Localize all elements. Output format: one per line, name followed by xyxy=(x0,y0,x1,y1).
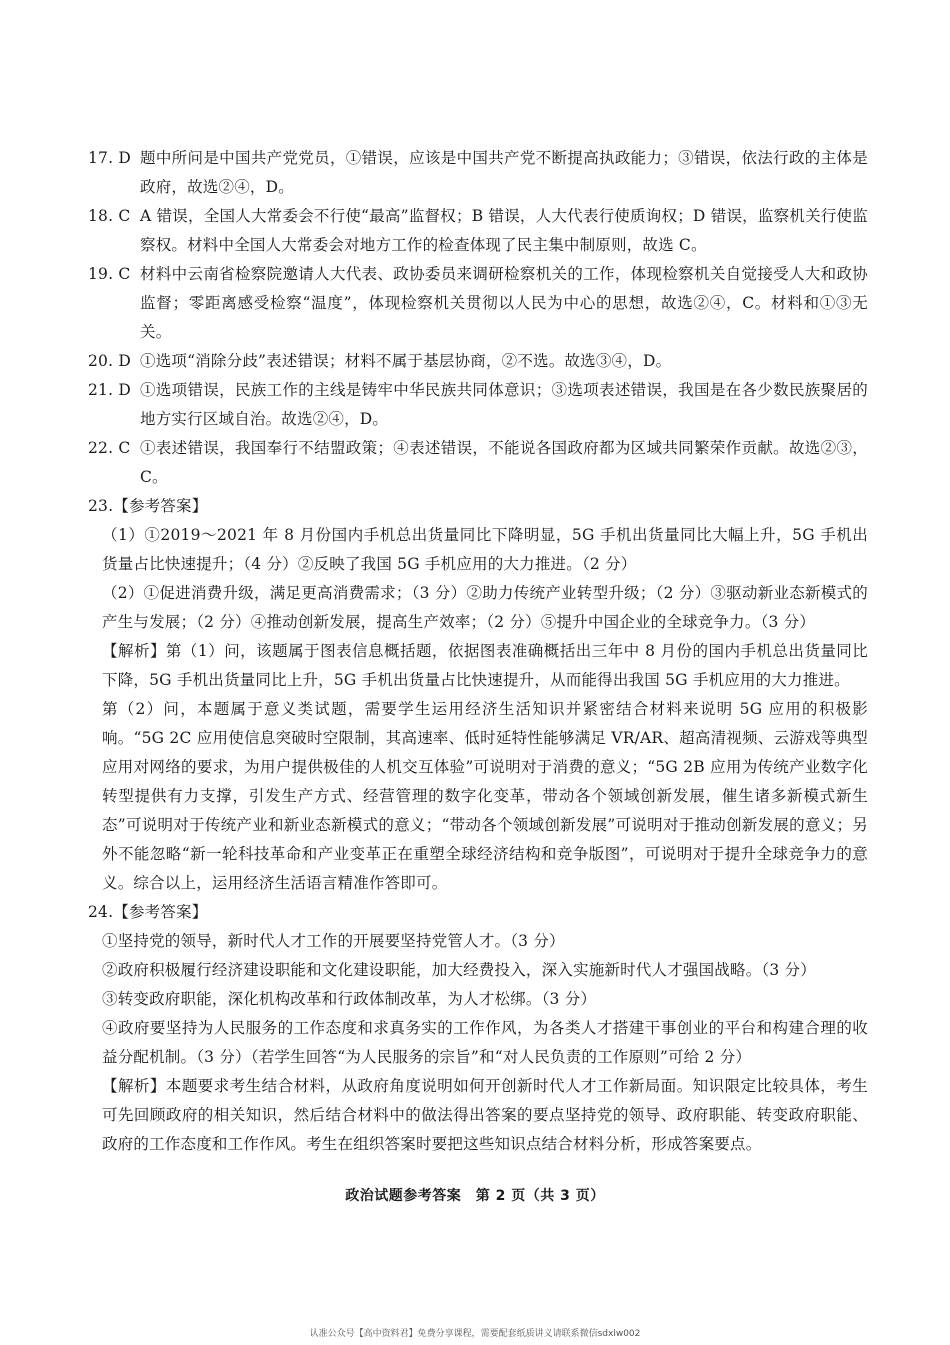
q23-answer-1: （1）①2019～2021 年 8 月份国内手机总出货量同比下降明显，5G 手机出货量同比大幅上升，5G 手机出货量占比快速提升；（4 分）②反映了我国 5G 手机应用的大力推进。（2 分） xyxy=(102,526,868,573)
q24-analysis: 【解析】本题要求考生结合材料，从政府角度说明如何开创新时代人才工作新局面。知识限定比较具体，考生可先回顾政府的相关知识，然后结合材料中的做法得出答案的要点坚持党的领导、政府职能、转变政府职能、政府的工作态度和工作作风。考生在组织答案时要把这些知识点结合材料分析，形成答案要点。 xyxy=(102,1077,868,1153)
q24-answer-1: ①坚持党的领导，新时代人才工作的开展要坚持党管人才。（3 分） xyxy=(102,932,565,950)
question-number: 18. C xyxy=(88,207,131,225)
answer-item-22 xyxy=(88,434,868,492)
question-number: 20. D xyxy=(88,352,132,370)
q23-title: 23.【参考答案】 xyxy=(88,497,208,515)
answer-explanation: 题中所问是中国共产党党员，①错误，应该是中国共产党不断提高执政能力；③错误，依法行政的主体是政府，故选②④，D。 xyxy=(140,149,868,196)
answer-item-17 xyxy=(88,144,868,202)
answer-item-20 xyxy=(88,347,868,376)
question-number: 22. C xyxy=(88,439,131,457)
q24-answer-3: ③转变政府职能，深化机构改革和行政体制改革，为人才松绑。（3 分） xyxy=(102,990,597,1008)
q24-title: 24.【参考答案】 xyxy=(88,903,208,921)
answer-content xyxy=(88,144,868,1159)
question-number: 17. D xyxy=(88,149,132,167)
watermark-text: 认准公众号【高中资料君】免费分享课程，需要配套纸质讲义请联系微信sdxlw002 xyxy=(309,1329,641,1339)
answer-item-19 xyxy=(88,260,868,347)
page-footer: 政治试题参考答案 第 2 页（共 3 页） xyxy=(345,1188,605,1204)
answer-explanation: 材料中云南省检察院邀请人大代表、政协委员来调研检察机关的工作，体现检察机关自觉接受人大和政协监督；零距离感受检察“温度”，体现检察机关贯彻以人民为中心的思想，故选②④，C。材料和①③无关。 xyxy=(140,265,868,341)
question-number: 19. C xyxy=(88,265,131,283)
q24-answer-2: ②政府积极履行经济建设职能和文化建设职能，加大经费投入，深入实施新时代人才强国战略。（3 分） xyxy=(102,961,816,979)
answer-explanation: A 错误，全国人大常委会不行使“最高”监督权；B 错误，人大代表行使质询权；D 错误，监察机关行使监察权。材料中全国人大常委会对地方工作的检查体现了民主集中制原则，故选 C。 xyxy=(140,207,868,254)
q24-answer-4: ④政府要坚持为人民服务的工作态度和求真务实的工作作风，为各类人才搭建干事创业的平台和构建合理的收益分配机制。（3 分）（若学生回答“为人民服务的宗旨”和“对人民负责的工作原则”可给 2 分） xyxy=(102,1019,868,1066)
answer-item-18 xyxy=(88,202,868,260)
q23-analysis-1: 【解析】第（1）问，该题属于图表信息概括题，依据图表准确概括出三年中 8 月份的国内手机总出货量同比下降，5G 手机出货量同比上升，5G 手机出货量占比快速提升，从而能得出我国 5G 手机应用的大力推进。 xyxy=(102,642,868,689)
q23-analysis-2: 第（2）问，本题属于意义类试题，需要学生运用经济生活知识并紧密结合材料来说明 5G 应用的积极影响。“5G 2C 应用使信息突破时空限制，其高速率、低时延特性能够满足 VR/AR、超高清视频、云游戏等典型应用对网络的要求，为用户提供极佳的人机交互体验”可说明对于消费的意义；“5G 2B 应用为传统产业数字化转型提供有力支撑，引发生产方式、经营管理的数字化变革，带动各个领域创新发展，催生诸多新模式新生态”可说明对于传统产业和新业态新模式的意义；“带动各个领域创新发展”可说明对于推动创新发展的意义；另外不能忽略“新一轮科技革命和产业变革正在重塑全球经济结构和竞争版图”，可说明对于提升全球竞争力的意义。综合以上，运用经济生活语言精准作答即可。 xyxy=(102,700,868,892)
answer-explanation: ①选项错误，民族工作的主线是铸牢中华民族共同体意识；③选项表述错误，我国是在各少数民族聚居的地方实行区域自治。故选②④，D。 xyxy=(140,381,868,428)
answer-explanation: ①选项“消除分歧”表述错误；材料不属于基层协商，②不选。故选③④，D。 xyxy=(140,352,672,370)
answer-explanation: ①表述错误，我国奉行不结盟政策；④表述错误，不能说各国政府都为区域共同繁荣作贡献。故选②③，C。 xyxy=(140,439,868,486)
answer-item-21 xyxy=(88,376,868,434)
question-number: 21. D xyxy=(88,381,132,399)
q23-answer-2: （2）①促进消费升级，满足更高消费需求；（3 分）②助力传统产业转型升级；（2 分）③驱动新业态新模式的产生与发展；（2 分）④推动创新发展，提高生产效率；（2 分）⑤提升中国企业的全球竞争力。（3 分） xyxy=(102,584,868,631)
